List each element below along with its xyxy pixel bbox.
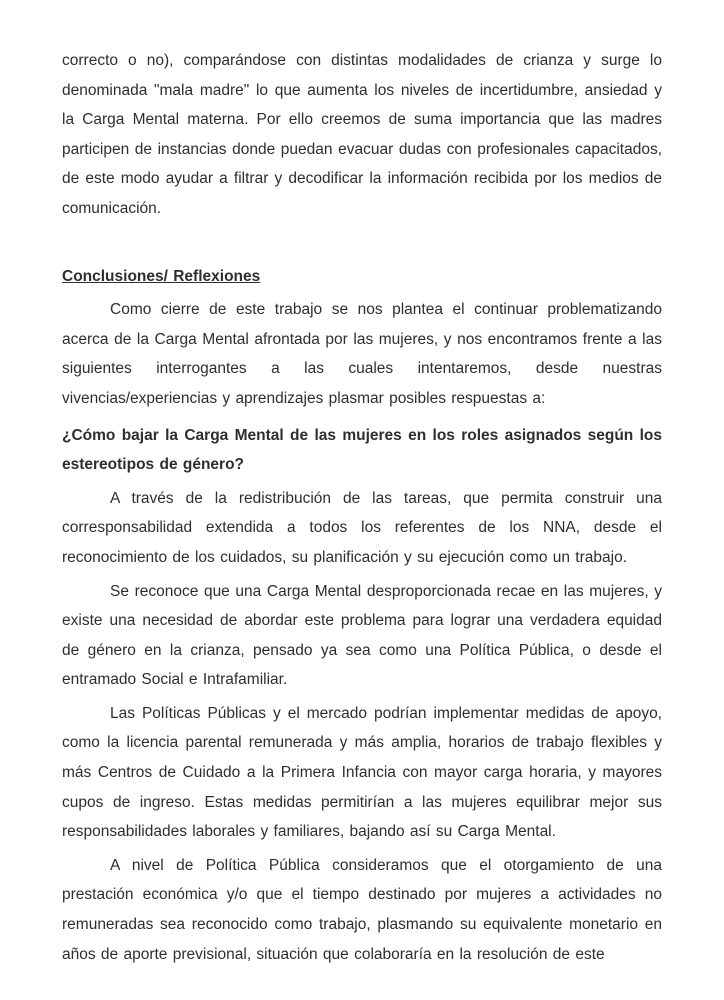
question-heading: ¿Cómo bajar la Carga Mental de las mujeres en los roles asignados según los estereotipos de género? — [62, 426, 662, 474]
document-body — [62, 46, 662, 969]
paragraph-reconocimiento: Se reconoce que una Carga Mental desproporcionada recae en las mujeres, y existe una necesidad de abordar este problema para lograr una verdadera equidad de género en la crianza, pensado ya sea como una Política Pública, o desde el entramado Social e Intrafamiliar. — [62, 582, 662, 689]
paragraph-intro: Como cierre de este trabajo se nos plantea el continuar problematizando acerca de la Carga Mental afrontada por las mujeres, y nos encontramos frente a las siguientes interrogantes a las cuales intentaremos, desde nuestras vivencias/experiencias y aprendizajes plasmar posibles respuestas a: — [62, 301, 662, 407]
paragraph-politicas-publicas: Las Políticas Públicas y el mercado podrían implementar medidas de apoyo, como la licencia parental remunerada y más amplia, horarios de trabajo flexibles y más Centros de Cuidado a la Primera Infancia con mayor carga horaria, y mayores cupos de ingreso. Estas medidas permitirían a las mujeres equilibrar mejor sus responsabilidades laborales y familiares, bajando así su Carga Mental. — [62, 704, 662, 841]
paragraph-prestacion-economica: A nivel de Política Pública consideramos que el otorgamiento de una prestación económica y/o que el tiempo destinado por mujeres a actividades no remuneradas sea reconocido como trabajo, plasmando su equivalente monetario en años de aporte previsional, situación que colaboraría en la resolución de este — [62, 856, 662, 963]
paragraph-redistribucion: A través de la redistribución de las tareas, que permita construir una corresponsabilidad extendida a todos los referentes de los NNA, desde el reconocimiento de los cuidados, su planificación y su ejecución como un trabajo. — [62, 489, 662, 566]
section-heading: Conclusiones/ Reflexiones — [62, 267, 261, 285]
paragraph-continuation: correcto o no), comparándose con distintas modalidades de crianza y surge lo denominada "mala madre" lo que aumenta los niveles de incertidumbre, ansiedad y la Carga Mental materna. Por ello creemos de suma importancia que las madres participen de instancias donde puedan evacuar dudas con profesionales capacitados, de este modo ayudar a filtrar y decodificar la información recibida por los medios de comunicación. — [62, 52, 662, 217]
